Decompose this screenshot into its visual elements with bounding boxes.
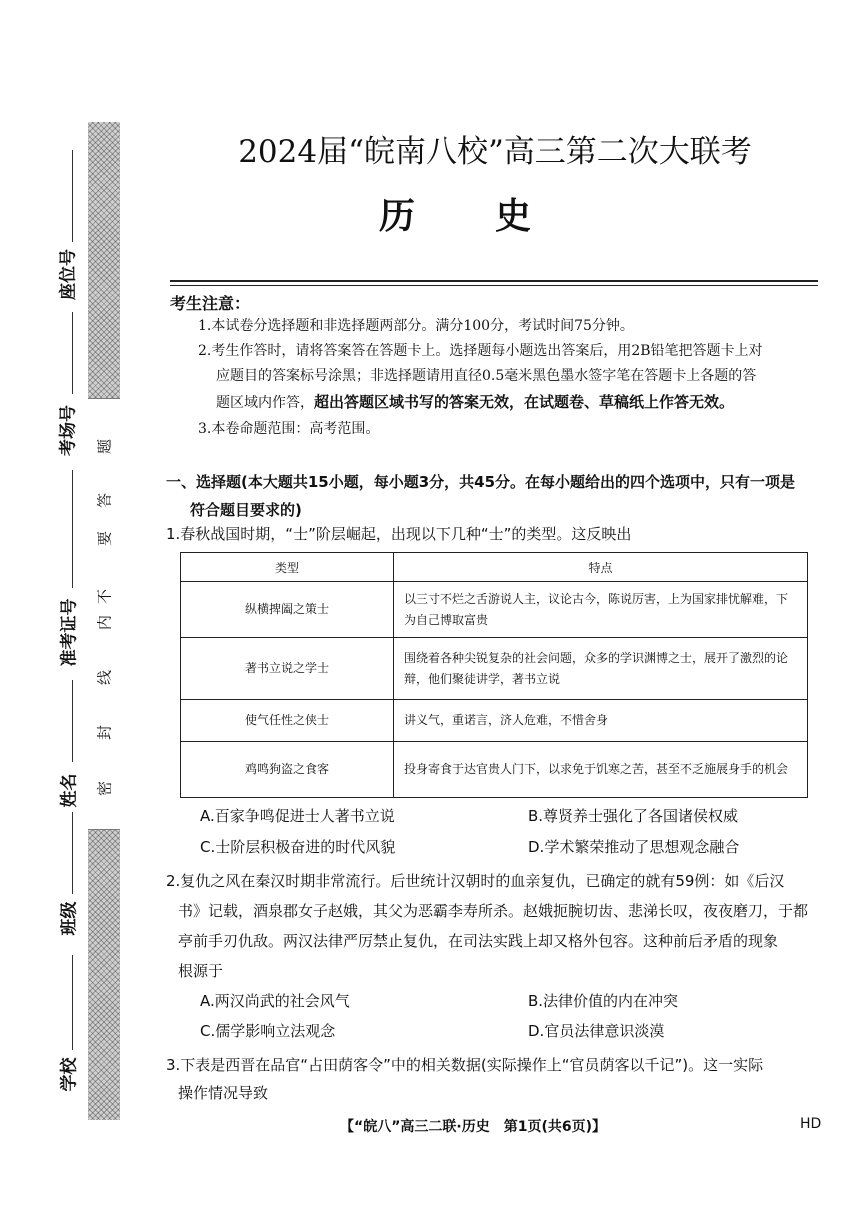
- q2-option-c[interactable]: C.儒学影响立法观念: [200, 1022, 336, 1040]
- cell-feature: 投身寄食于达官贵人门下，以求免于饥寒之苦，甚至不乏施展身手的机会: [394, 742, 808, 798]
- seal-char: 密: [95, 781, 114, 797]
- table-row: [181, 700, 808, 742]
- header-rule: [170, 280, 818, 282]
- q3-stem-line1: 3.下表是西晋在品官“占田荫客令”中的相关数据(实际操作上“官员荫客以千记”)。这一实际: [166, 1056, 764, 1074]
- q2-stem-line2: 书》记载，酒泉郡女子赵娥，其父为恶霸李寿所杀。赵娥扼腕切齿、悲涕长叹，夜夜磨刀，于都: [178, 902, 809, 920]
- q2-stem-line4: 根源于: [178, 962, 224, 980]
- cell-feature: 围绕着各种尖锐复杂的社会问题，众多的学识渊博之士，展开了激烈的论辩，他们聚徒讲学，著书立说: [394, 638, 808, 700]
- q1-stem: 1.春秋战国时期，“士”阶层崛起，出现以下几种“士”的类型。这反映出: [166, 525, 632, 543]
- name-field-line[interactable]: [72, 680, 73, 762]
- notice-emphasis: 超出答题区域书写的答案无效，在试题卷、草稿纸上作答无效。: [314, 393, 735, 411]
- seat-number-line[interactable]: [72, 150, 73, 242]
- exam-room-line[interactable]: [72, 312, 73, 394]
- table-row: [181, 742, 808, 798]
- subject-title: 历史: [378, 196, 611, 237]
- q1-option-d[interactable]: D.学术繁荣推动了思想观念融合: [528, 838, 740, 856]
- q2-option-a[interactable]: A.两汉尚武的社会风气: [200, 992, 350, 1010]
- notice-item-2-cont: 应题目的答案标号涂黑；非选择题请用直径0.5毫米黑色墨水签字笔在答题卡上各题的答: [216, 368, 757, 384]
- seal-char: 要: [95, 531, 114, 547]
- notice-text: 题区域内作答，: [216, 395, 314, 411]
- seat-number-label: 座位号: [58, 249, 79, 300]
- cell-feature: 以三寸不烂之舌游说人主，议论古今，陈说厉害，上为国家排忧解难，下为自己博取富贵: [394, 582, 808, 638]
- page-footer: 【“皖八”高三二联·历史 第1页(共6页)】: [340, 1119, 606, 1135]
- cell-feature: 讲义气，重诺言，济人危难，不惜舍身: [394, 700, 808, 742]
- table-header-type: 类型: [181, 553, 394, 582]
- ticket-number-label: 准考证号: [59, 598, 80, 667]
- name-field-label: 姓名: [59, 773, 80, 808]
- table-header-feature: 特点: [394, 553, 808, 582]
- cell-type: 纵横捭阖之策士: [181, 582, 394, 638]
- seal-char: 答: [95, 493, 114, 509]
- school-field-label: 学校: [59, 1057, 80, 1092]
- exam-title: 2024届“皖南八校”高三第二次大联考: [238, 134, 752, 170]
- class-field-label: 班级: [59, 901, 80, 936]
- cell-type: 著书立说之学士: [181, 638, 394, 700]
- seal-char: 内: [95, 615, 114, 631]
- seal-char: 线: [95, 670, 114, 686]
- q2-stem-line3: 亭前手刃仇敌。两汉法律严厉禁止复仇，在司法实践上却又格外包容。这种前后矛盾的现象: [178, 932, 779, 950]
- exam-room-label: 考场号: [58, 405, 79, 456]
- class-field-line[interactable]: [72, 812, 73, 894]
- notice-item-3: 3.本卷命题范围：高考范围。: [198, 421, 380, 437]
- q3-stem-line2: 操作情况导致: [178, 1084, 269, 1102]
- seal-char: 题: [95, 439, 114, 455]
- seal-char: 不: [95, 589, 114, 605]
- cell-type: 鸡鸣狗盗之食客: [181, 742, 394, 798]
- notice-item-2-end: [216, 390, 841, 416]
- table-row: [181, 582, 808, 638]
- q1-option-c[interactable]: C.士阶层积极奋进的时代风貌: [200, 838, 396, 856]
- cell-type: 使气任性之侠士: [181, 700, 394, 742]
- table-row: [181, 638, 808, 700]
- section-heading-line1: 一、选择题(本大题共15小题，每小题3分，共45分。在每小题给出的四个选项中，只有一项是: [166, 473, 796, 491]
- school-field-line[interactable]: [72, 955, 73, 1050]
- q2-option-b[interactable]: B.法律价值的内在冲突: [528, 992, 679, 1010]
- q2-stem-line1: 2.复仇之风在秦汉时期非常流行。后世统计汉朝时的血亲复仇，已确定的就有59例：如《后汉: [166, 872, 785, 890]
- header-rule-thin: [170, 285, 818, 286]
- ticket-number-line[interactable]: [72, 470, 73, 588]
- q1-option-a[interactable]: A.百家争鸣促进士人著书立说: [200, 807, 395, 825]
- section-heading: [166, 468, 826, 524]
- section-heading-line2: 符合题目要求的): [190, 501, 302, 519]
- notice-item-2: 2.考生作答时，请将答案答在答题卡上。选择题每小题选出答案后，用2B铅笔把答题卡上对: [198, 343, 763, 359]
- q1-table: [180, 552, 808, 798]
- q1-option-b[interactable]: B.尊贤养士强化了各国诸侯权威: [528, 807, 739, 825]
- notice-heading: 考生注意：: [170, 294, 251, 313]
- q2-option-d[interactable]: D.官员法律意识淡漠: [528, 1022, 665, 1040]
- seal-char: 封: [95, 725, 114, 741]
- footer-code: HD: [800, 1116, 822, 1132]
- notice-item-1: 1.本试卷分选择题和非选择题两部分。满分100分，考试时间75分钟。: [198, 318, 634, 334]
